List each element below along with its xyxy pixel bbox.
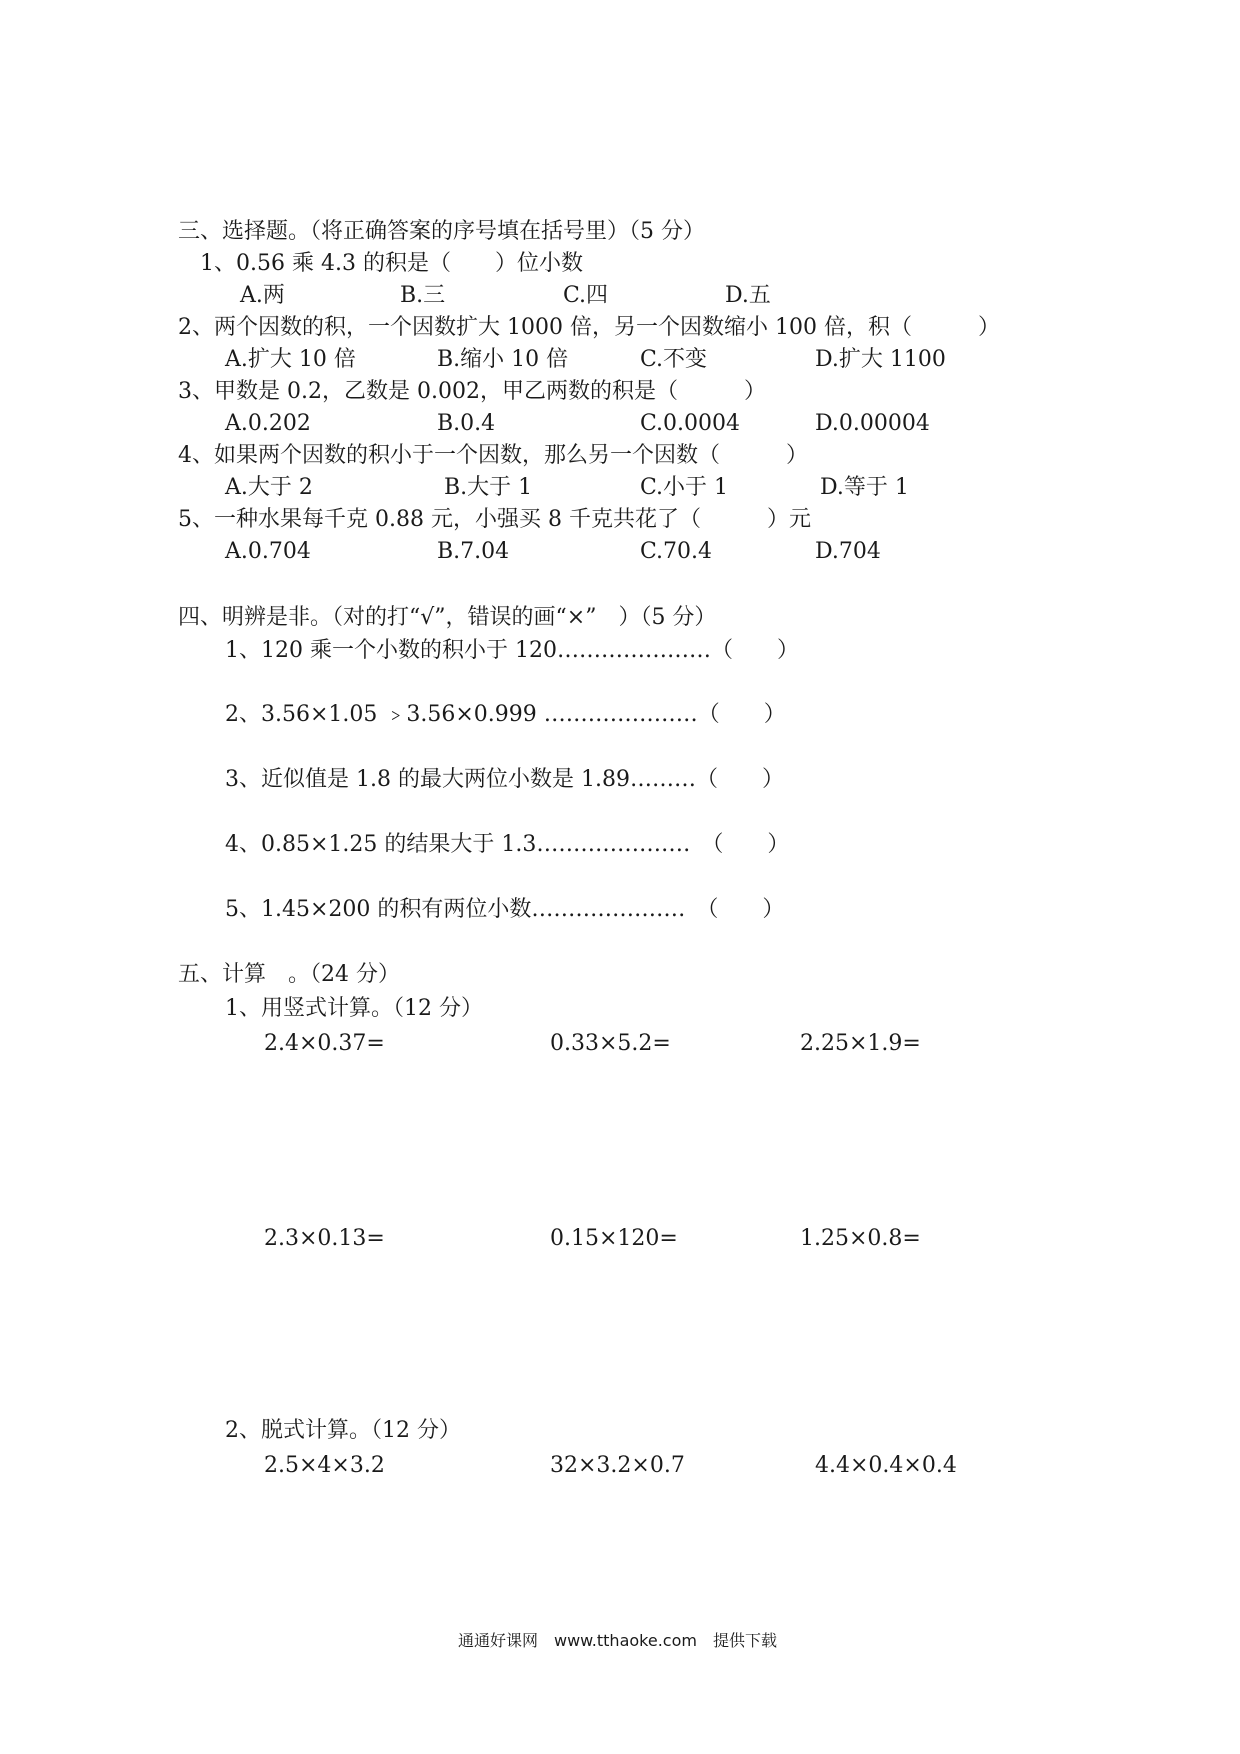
q3-option-a: A.0.202 [225,411,311,436]
q5-option-c: C.70.4 [640,539,713,564]
footer-credit: 通通好课网 www.tthaoke.com 提供下载 [458,1631,777,1650]
q5-option-b: B.7.04 [437,539,510,564]
q4-option-c: C.小于 1 [640,475,729,500]
q1-option-b: B.三 [400,283,446,308]
q2-option-a: A.扩大 10 倍 [225,347,356,372]
calc-expr: 2.3×0.13= [264,1226,385,1251]
calc-expr: 2.5×4×3.2 [264,1453,385,1478]
judge-item-1: 1、120 乘一个小数的积小于 120…………………（ ） [225,638,799,663]
q1-option-d: D.五 [725,283,771,308]
judge-item-5: 5、1.45×200 的积有两位小数………………… （ ） [225,897,785,922]
q5-option-a: A.0.704 [225,539,311,564]
q4-option-d: D.等于 1 [820,475,909,500]
q2-option-d: D.扩大 1100 [815,347,946,372]
q1-option-c: C.四 [563,283,609,308]
q3-option-c: C.0.0004 [640,411,741,436]
section-3-title: 三、选择题。（将正确答案的序号填在括号里）（5 分） [178,219,705,244]
judge-item-3: 3、近似值是 1.8 的最大两位小数是 1.89………（ ） [225,767,784,792]
q3-option-d: D.0.00004 [815,411,930,436]
calc-expr: 2.4×0.37= [264,1031,385,1056]
q5-option-d: D.704 [815,539,881,564]
q2-option-b: B.缩小 10 倍 [437,347,569,372]
q4-stem: 4、如果两个因数的积小于一个因数，那么另一个因数（ ） [178,443,808,468]
section-4-title: 四、明辨是非。（对的打“√”，错误的画“×” ）（5 分） [178,605,717,630]
q4-option-b: B.大于 1 [444,475,533,500]
q1-stem: 1、0.56 乘 4.3 的积是（ ）位小数 [200,251,583,276]
section-5-title: 五、计算 。（24 分） [178,962,400,987]
q1-option-a: A.两 [240,283,285,308]
vertical-calc-title: 1、用竖式计算。（12 分） [225,996,483,1021]
q3-stem: 3、甲数是 0.2，乙数是 0.002，甲乙两数的积是（ ） [178,379,766,404]
q5-stem: 5、一种水果每千克 0.88 元，小强买 8 千克共花了（ ）元 [178,507,811,532]
calc-expr: 0.15×120= [550,1226,678,1251]
q3-option-b: B.0.4 [437,411,496,436]
calc-expr: 32×3.2×0.7 [550,1453,685,1478]
q2-option-c: C.不变 [640,347,708,372]
calc-expr: 2.25×1.9= [800,1031,921,1056]
judge-item-4: 4、0.85×1.25 的结果大于 1.3………………… （ ） [225,832,790,857]
calc-expr: 0.33×5.2= [550,1031,671,1056]
judge-item-2: 2、3.56×1.05 ﹥3.56×0.999 …………………（ ） [225,702,786,727]
step-calc-title: 2、脱式计算。（12 分） [225,1418,461,1443]
q4-option-a: A.大于 2 [225,475,313,500]
q2-stem: 2、两个因数的积，一个因数扩大 1000 倍，另一个因数缩小 100 倍，积（ ） [178,315,1000,340]
calc-expr: 4.4×0.4×0.4 [815,1453,957,1478]
calc-expr: 1.25×0.8= [800,1226,921,1251]
